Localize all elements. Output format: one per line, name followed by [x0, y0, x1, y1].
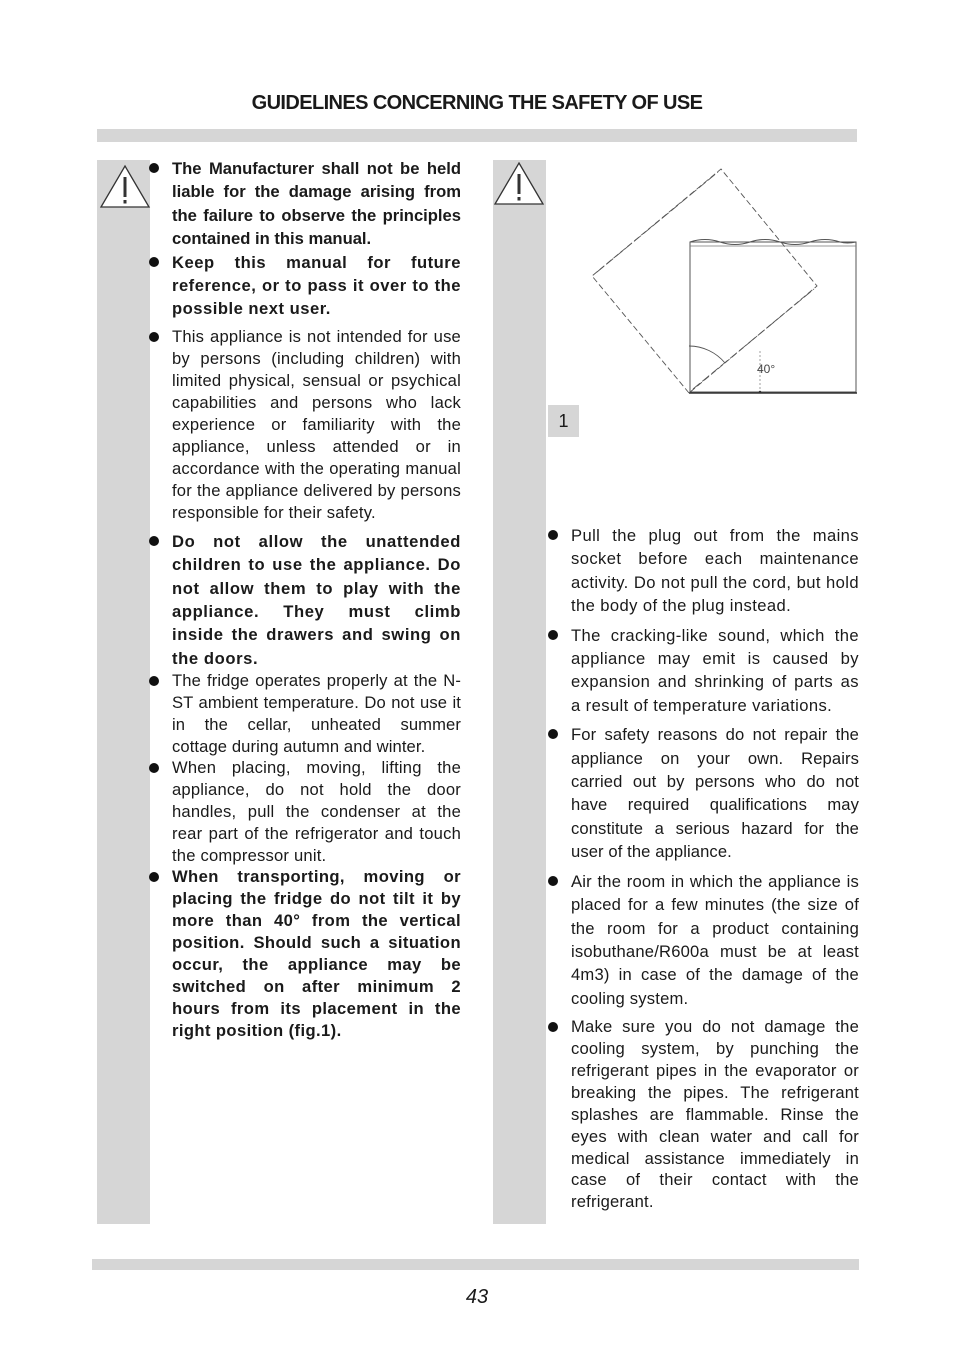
list-item: When transporting, moving or placing the fridge do not tilt it by more than 40° from the vertical position. Should such a situation occur, the appliance may be switched on after minimum 2 hours from its placement in the right position (fig.1). [148, 866, 461, 1041]
list-item: Make sure you do not damage the cooling system, by punching the refrigerant pipes in the evaporator or breaking the pipes. The refrigerant splashes are flammable. Rinse the eyes with clean water and call for medical assistance immediately in case of their contact with the refrigerant. [547, 1016, 859, 1213]
left-warning-bar [97, 160, 150, 1224]
list-item: This appliance is not intended for use by persons (including children) with limited physical, sensual or psychical capabilities and persons who lack experience or familiarity with the appliance, unless attended or in accordance with the operating manual for the appliance delivered by persons responsible for their safety. [148, 326, 461, 524]
list-item: The Manufacturer shall not be held liable for the damage arising from the failure to observe the principles contained in this manual. [148, 157, 461, 251]
page-title: GUIDELINES CONCERNING THE SAFETY OF USE [251, 92, 703, 114]
angle-label: 40° [757, 362, 776, 376]
top-divider [97, 129, 857, 142]
list-item: Pull the plug out from the mains socket before each maintenance activity. Do not pull the cord, but hold the body of the plug instead. [547, 524, 859, 618]
right-warning-bar [493, 160, 546, 1224]
figure-number: 1 [548, 405, 579, 437]
list-item: When placing, moving, lifting the appliance, do not hold the door handles, pull the condenser at the rear part of the refrigerator and touch the compressor unit. [148, 757, 461, 866]
warning-triangle-icon [99, 163, 151, 209]
left-safety-list [148, 157, 461, 1042]
list-item: Air the room in which the appliance is placed for a few minutes (the size of the room for a product containing isobuthane/R600a must be at least 4m3) in case of the damage of the cooling system. [547, 870, 859, 1010]
tilt-angle-diagram [585, 164, 860, 399]
list-item: Do not allow the unattended children to use the appliance. Do not allow them to play with the appliance. They must climb inside the drawers and swing on the doors. [148, 530, 461, 670]
page-number: 43 [465, 1286, 489, 1308]
list-item: The fridge operates properly at the N-ST ambient temperature. Do not use it in the cellar, unheated summer cottage during autumn and winter. [148, 670, 461, 757]
right-safety-list [547, 524, 859, 1213]
list-item: For safety reasons do not repair the appliance on your own. Repairs carried out by persons who do not have required qualifications may constitute a serious hazard for the user of the appliance. [547, 723, 859, 863]
list-item: The cracking-like sound, which the appliance may emit is caused by expansion and shrinking of parts as a result of temperature variations. [547, 624, 859, 718]
warning-triangle-icon [493, 160, 545, 206]
bottom-divider [92, 1259, 859, 1270]
list-item: Keep this manual for future reference, or to pass it over to the possible next user. [148, 251, 461, 321]
